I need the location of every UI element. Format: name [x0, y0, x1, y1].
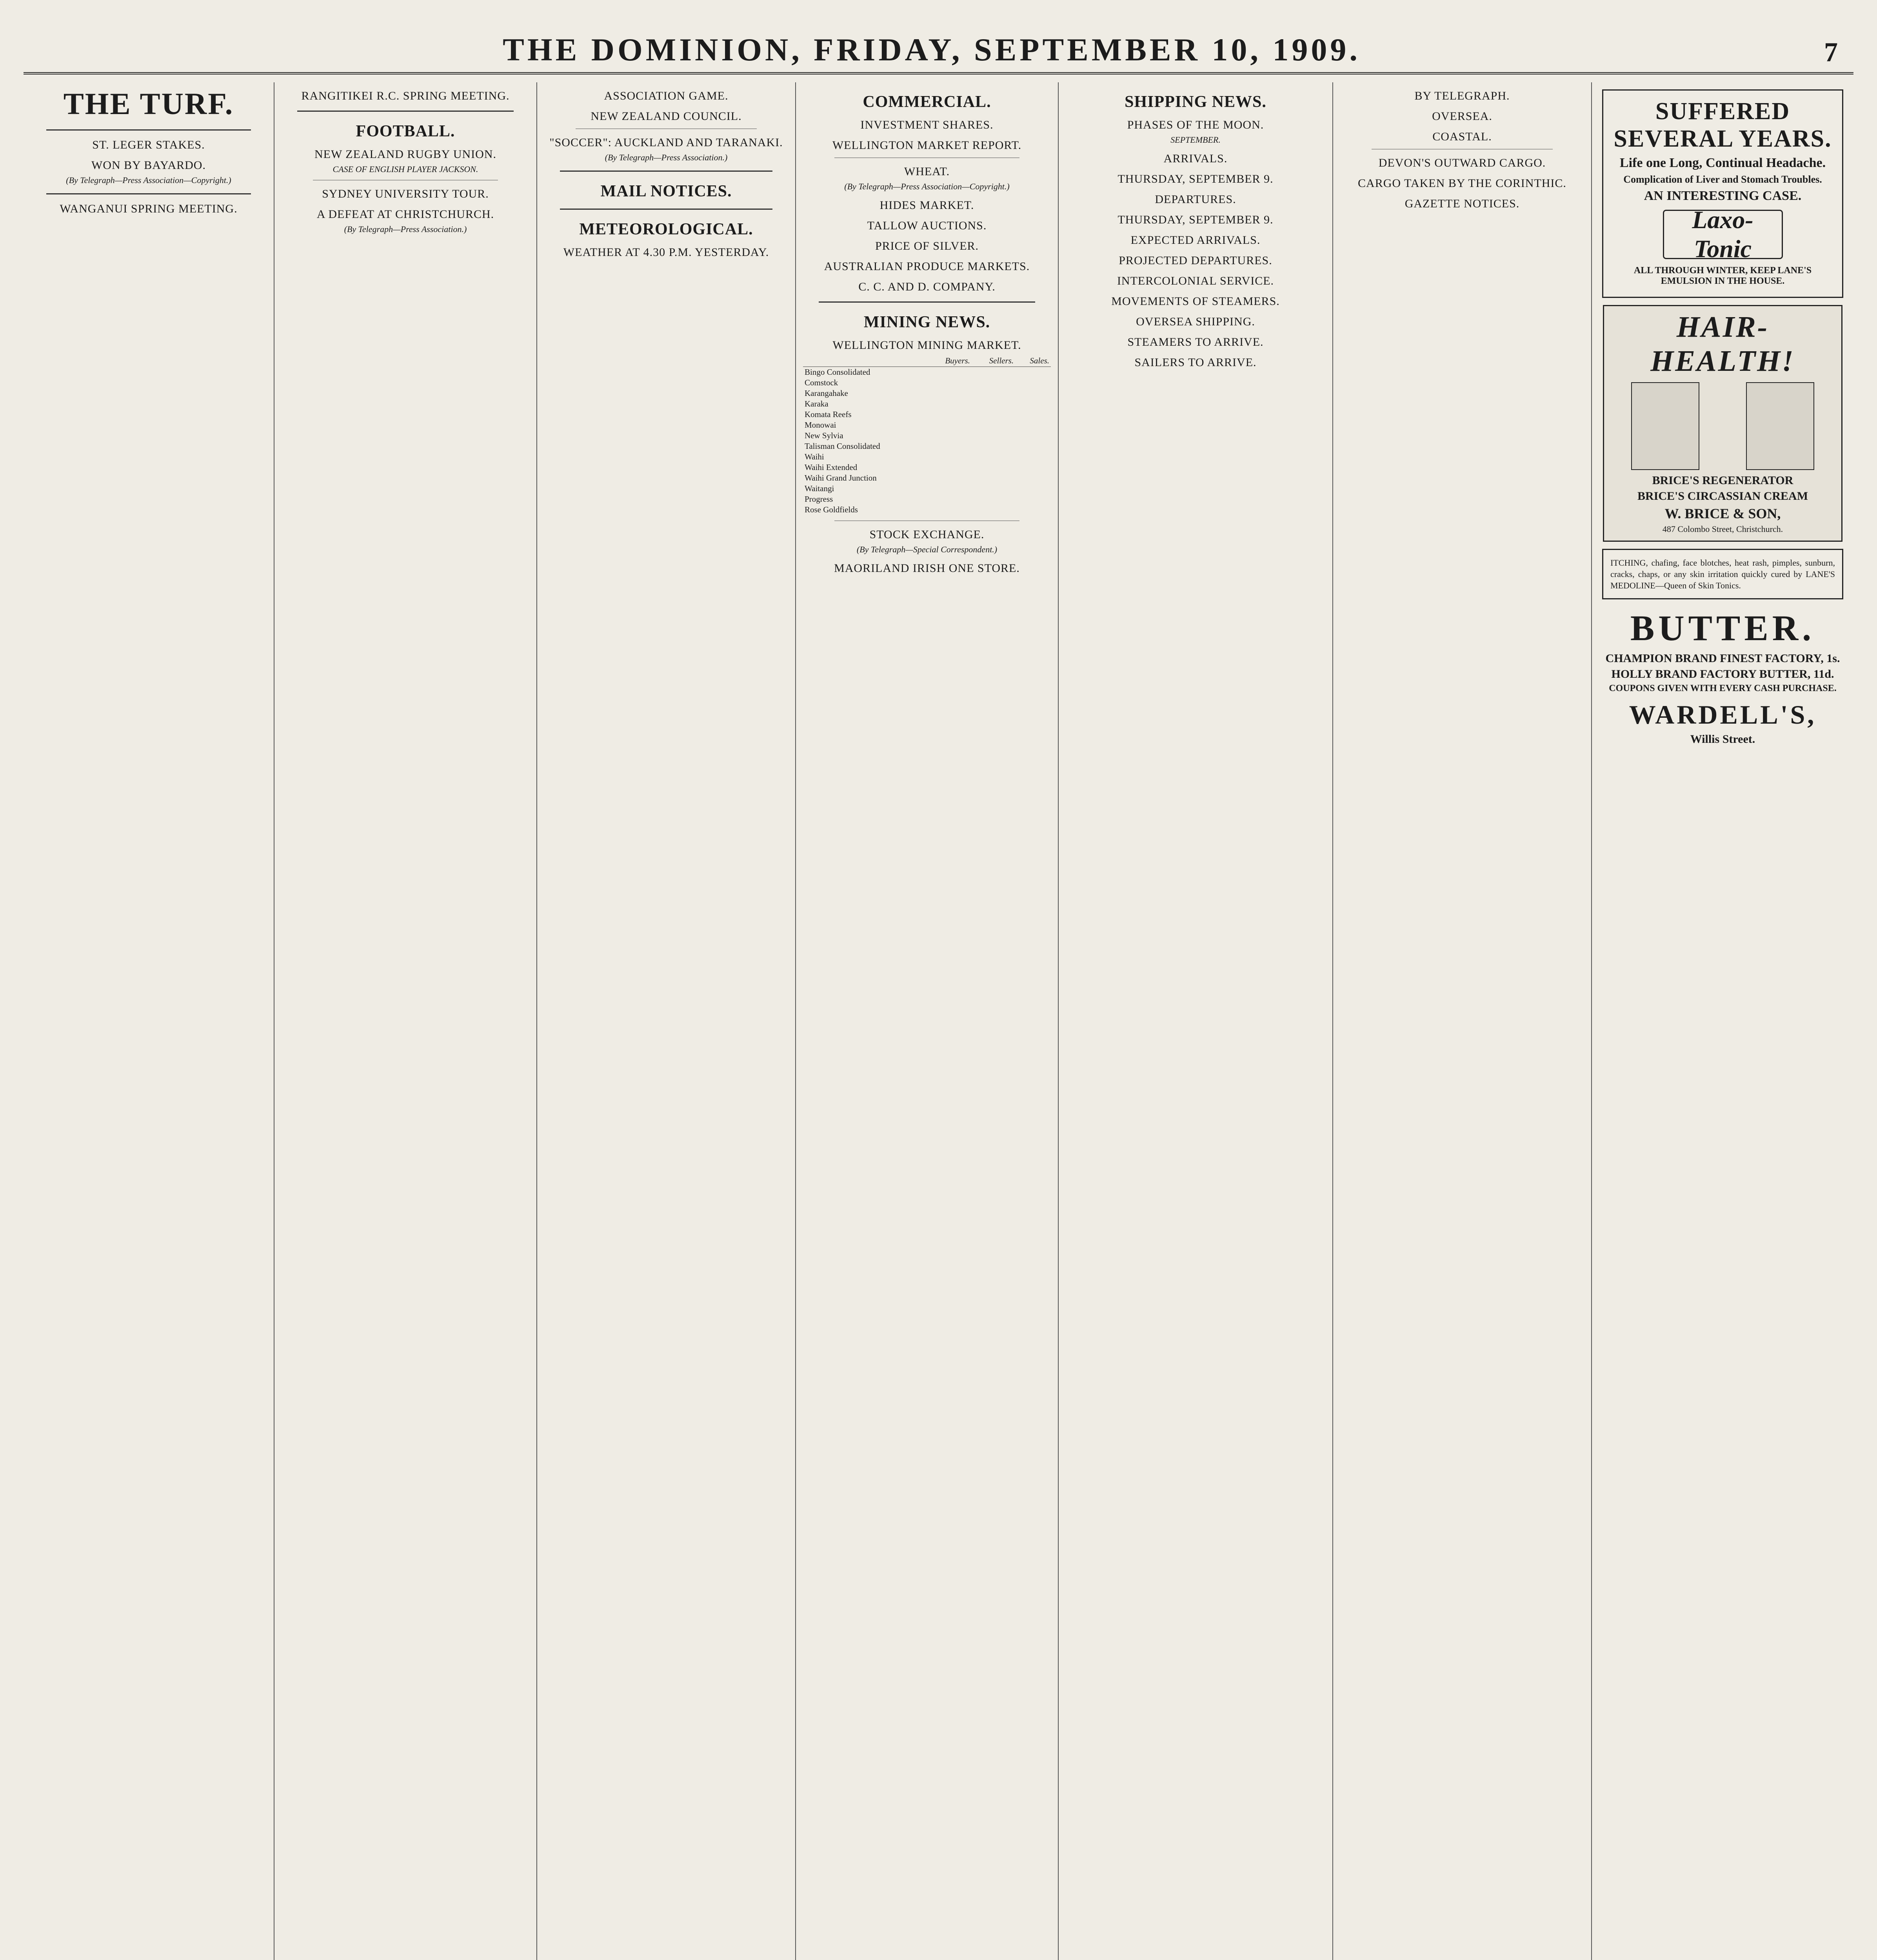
table-row — [803, 430, 1051, 441]
article-subtitle: A DEFEAT AT CHRISTCHURCH. — [316, 208, 494, 221]
ad-line: COUPONS GIVEN WITH EVERY CASH PURCHASE. — [1609, 683, 1837, 693]
article-title: "SOCCER": AUCKLAND AND TARANAKI. — [549, 136, 783, 149]
table-row — [803, 367, 1051, 378]
column-association — [537, 82, 796, 1960]
section-heading: METEOROLOGICAL. — [579, 220, 753, 238]
ad-line: HOLLY BRAND FACTORY BUTTER, 11d. — [1611, 668, 1834, 681]
table-cell — [972, 483, 1015, 494]
table-cell — [927, 452, 972, 462]
ad-headline: HAIR-HEALTH! — [1650, 310, 1795, 377]
table-cell — [972, 505, 1015, 515]
section-heading: MINING NEWS. — [863, 313, 990, 331]
article-subtitle: STEAMERS TO ARRIVE. — [1127, 336, 1264, 348]
mining-table-body — [803, 367, 1051, 515]
article-subtitle: MOVEMENTS OF STEAMERS. — [1111, 295, 1280, 308]
table-row — [803, 420, 1051, 430]
table-cell — [1015, 462, 1051, 473]
table-cell — [1015, 367, 1051, 378]
article-title: INTERCOLONIAL SERVICE. — [1117, 274, 1274, 287]
table-cell — [972, 473, 1015, 483]
table-row — [803, 409, 1051, 420]
article-subtitle: PHASES OF THE MOON. — [1127, 118, 1264, 131]
article-title: AUSTRALIAN PRODUCE MARKETS. — [824, 260, 1030, 273]
table-cell — [1015, 473, 1051, 483]
table-row — [803, 473, 1051, 483]
table-cell — [1015, 420, 1051, 430]
ad-headline: BUTTER. — [1630, 608, 1815, 648]
article-byline: (By Telegraph—Press Association.) — [605, 152, 728, 162]
table-cell — [972, 452, 1015, 462]
article-title: TALLOW AUCTIONS. — [867, 219, 987, 232]
section-heading: FOOTBALL. — [356, 122, 455, 140]
ad-line: CHAMPION BRAND FINEST FACTORY, 1s. — [1605, 652, 1840, 665]
table-cell: Monowai — [805, 420, 836, 430]
table-cell — [927, 377, 972, 388]
article-subtitle: THURSDAY, SEPTEMBER 9. — [1117, 213, 1274, 226]
article-title: ARRIVALS. — [1163, 152, 1228, 165]
table-row — [803, 483, 1051, 494]
article-title: DEVON'S OUTWARD CARGO. — [1378, 156, 1546, 169]
column-turf — [24, 82, 274, 1960]
mining-table — [803, 355, 1051, 515]
newspaper-page — [24, 16, 1853, 1960]
table-cell: Komata Reefs — [805, 410, 852, 419]
hair-health-ad — [1603, 305, 1842, 542]
article-title: HIDES MARKET. — [879, 199, 974, 212]
table-header: Buyers. — [927, 355, 972, 367]
article-title: BY TELEGRAPH. — [1414, 89, 1510, 102]
table-cell: Karangahake — [805, 388, 848, 398]
table-cell — [972, 388, 1015, 399]
table-row — [803, 494, 1051, 505]
table-cell — [972, 441, 1015, 452]
article-title: DEPARTURES. — [1155, 193, 1236, 206]
logo-text: Laxo-Tonic — [1692, 206, 1753, 263]
table-cell — [972, 430, 1015, 441]
table-cell — [972, 420, 1015, 430]
table-cell — [1015, 409, 1051, 420]
table-header: Sellers. — [972, 355, 1015, 367]
table-cell — [927, 367, 972, 378]
table-cell — [927, 388, 972, 399]
table-cell — [927, 473, 972, 483]
table-row — [803, 452, 1051, 462]
ad-address: Willis Street. — [1690, 733, 1755, 746]
butter-ad — [1599, 607, 1846, 746]
table-cell — [927, 462, 972, 473]
article-title: WANGANUI SPRING MEETING. — [60, 202, 238, 215]
ad-headline: SUFFERED SEVERAL YEARS. — [1614, 98, 1832, 152]
article-title: CARGO TAKEN BY THE CORINTHIC. — [1358, 177, 1566, 190]
ad-company: WARDELL'S, — [1629, 700, 1817, 730]
table-cell: Waihi — [805, 452, 824, 461]
table-cell — [972, 367, 1015, 378]
table-cell — [972, 462, 1015, 473]
table-cell: Talisman Consolidated — [805, 441, 880, 451]
table-cell — [1015, 494, 1051, 505]
portrait-image — [1631, 382, 1699, 470]
column-telegraph — [1333, 82, 1592, 1960]
laxo-tonic-ad — [1602, 89, 1843, 298]
table-cell: Progress — [805, 494, 833, 504]
ad-product-name: BRICE'S REGENERATOR — [1652, 474, 1793, 487]
ad-subheading: AN INTERESTING CASE. — [1644, 189, 1802, 203]
table-row — [803, 462, 1051, 473]
article-title: RANGITIKEI R.C. SPRING MEETING. — [301, 89, 510, 102]
table-cell: Comstock — [805, 378, 838, 387]
ad-company: W. BRICE & SON, — [1664, 506, 1781, 521]
table-cell — [927, 505, 972, 515]
table-row — [803, 388, 1051, 399]
article-title: ASSOCIATION GAME. — [604, 89, 729, 102]
table-cell — [1015, 505, 1051, 515]
article-title: ST. LEGER STAKES. — [92, 138, 205, 151]
article-title: SYDNEY UNIVERSITY TOUR. — [322, 187, 489, 200]
article-subtitle: INVESTMENT SHARES. — [860, 118, 994, 131]
article-byline: (By Telegraph—Special Correspondent.) — [856, 544, 998, 554]
column-commercial — [796, 82, 1059, 1960]
ad-product-name: BRICE'S CIRCASSIAN CREAM — [1637, 490, 1808, 503]
ad-subheading: ALL THROUGH WINTER, KEEP LANE'S EMULSION IN THE HOUSE. — [1634, 265, 1812, 286]
table-cell: New Sylvia — [805, 431, 843, 440]
article-subtitle: OVERSEA. — [1432, 110, 1492, 123]
table-row — [803, 505, 1051, 515]
article-subtitle: NEW ZEALAND RUGBY UNION. — [314, 148, 496, 161]
table-row — [803, 377, 1051, 388]
table-cell — [1015, 483, 1051, 494]
table-cell — [927, 409, 972, 420]
article-title: EXPECTED ARRIVALS. — [1130, 234, 1261, 247]
table-cell — [972, 494, 1015, 505]
ad-subheading: Complication of Liver and Stomach Troubles. — [1623, 174, 1822, 185]
table-cell — [1015, 377, 1051, 388]
article-byline: (By Telegraph—Press Association—Copyright.) — [844, 181, 1010, 191]
column-football — [274, 82, 537, 1960]
column-advertisements — [1592, 82, 1853, 1960]
article-title: MAORILAND IRISH ONE STORE. — [834, 562, 1020, 575]
article-subtitle: THURSDAY, SEPTEMBER 9. — [1117, 172, 1274, 185]
table-cell — [1015, 399, 1051, 409]
ad-subheading: Life one Long, Continual Headache. — [1619, 156, 1826, 170]
table-cell: Rose Goldfields — [805, 505, 858, 514]
table-cell — [1015, 441, 1051, 452]
masthead-title: THE DOMINION, FRIDAY, SEPTEMBER 10, 1909. — [503, 32, 1361, 67]
article-subtitle: WELLINGTON MINING MARKET. — [832, 339, 1021, 352]
ad-body-text: ITCHING, chafing, face blotches, heat rash, pimples, sunburn, cracks, chaps, or any skin irritation quickly cured by LANE'S MEDOLINE—Queen of Skin Tonics. — [1610, 558, 1835, 590]
ad-address: 487 Colombo Street, Christchurch. — [1662, 524, 1783, 534]
portrait-image — [1746, 382, 1814, 470]
article-title: C. C. AND D. COMPANY. — [858, 280, 996, 293]
article-title: SAILERS TO ARRIVE. — [1134, 356, 1257, 369]
table-cell — [927, 420, 972, 430]
table-cell: Bingo Consolidated — [805, 367, 870, 377]
article-byline: (By Telegraph—Press Association—Copyright.) — [66, 175, 231, 185]
article-title: COASTAL. — [1432, 130, 1492, 143]
table-cell — [1015, 388, 1051, 399]
table-row — [803, 399, 1051, 409]
section-heading: THE TURF. — [63, 87, 234, 121]
table-cell — [927, 483, 972, 494]
masthead — [24, 16, 1853, 74]
table-cell — [1015, 452, 1051, 462]
article-subtitle: WEATHER AT 4.30 P.M. YESTERDAY. — [563, 246, 769, 259]
article-title: GAZETTE NOTICES. — [1405, 197, 1520, 210]
page-number: 7 — [1824, 37, 1838, 67]
table-cell — [972, 377, 1015, 388]
table-row — [803, 441, 1051, 452]
table-cell: Waihi Extended — [805, 463, 858, 472]
table-cell: Karaka — [805, 399, 829, 408]
article-byline: SEPTEMBER. — [1170, 135, 1221, 145]
medoline-ad — [1602, 549, 1843, 599]
table-cell: Waitangi — [805, 484, 834, 493]
article-byline: (By Telegraph—Press Association.) — [344, 224, 467, 234]
table-cell — [927, 494, 972, 505]
portrait-pair — [1608, 382, 1837, 470]
article-title: STOCK EXCHANGE. — [869, 528, 985, 541]
table-cell — [927, 441, 972, 452]
article-title: PRICE OF SILVER. — [875, 240, 979, 252]
table-cell: Waihi Grand Junction — [805, 473, 877, 483]
section-heading: COMMERCIAL. — [863, 93, 991, 111]
table-cell — [1015, 430, 1051, 441]
section-heading: SHIPPING NEWS. — [1125, 93, 1266, 111]
section-heading: MAIL NOTICES. — [600, 182, 732, 200]
table-header — [803, 355, 927, 367]
table-cell — [972, 399, 1015, 409]
article-title: PROJECTED DEPARTURES. — [1119, 254, 1272, 267]
article-title: WELLINGTON MARKET REPORT. — [832, 139, 1022, 152]
article-byline: CASE OF ENGLISH PLAYER JACKSON. — [333, 164, 478, 174]
laxo-tonic-logo — [1663, 206, 1783, 263]
article-title: WHEAT. — [904, 165, 950, 178]
article-title: OVERSEA SHIPPING. — [1136, 315, 1255, 328]
table-cell — [972, 409, 1015, 420]
table-cell — [927, 430, 972, 441]
article-subtitle: WON BY BAYARDO. — [91, 159, 206, 172]
article-subtitle: NEW ZEALAND COUNCIL. — [591, 110, 742, 123]
column-shipping — [1059, 82, 1333, 1960]
table-header: Sales. — [1015, 355, 1051, 367]
table-header-row — [803, 355, 1051, 367]
table-cell — [927, 399, 972, 409]
